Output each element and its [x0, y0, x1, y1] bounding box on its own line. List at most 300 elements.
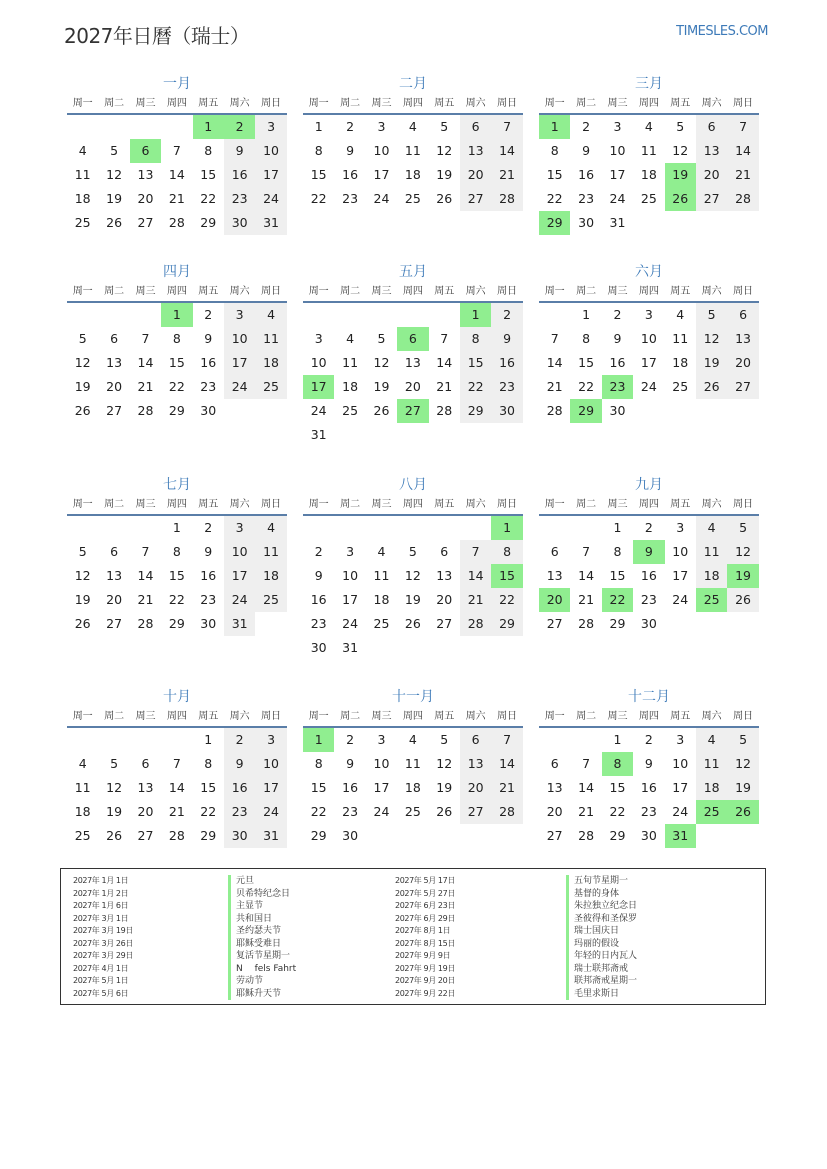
day-cell: 21 [578, 592, 595, 607]
day-cell: 19 [373, 379, 390, 394]
day-grid [303, 516, 523, 660]
day-cell: 4 [377, 544, 386, 559]
day-cell: 11 [373, 568, 390, 583]
month-calendar [539, 476, 759, 636]
holiday-date: 2027年 4月 1日 [73, 963, 129, 973]
day-cell: 25 [342, 403, 359, 418]
day-cell: 12 [404, 568, 421, 583]
day-cell: 15 [168, 568, 185, 583]
day-cell: 15 [609, 568, 626, 583]
month-title: 三月 [635, 76, 663, 92]
day-cell: 7 [141, 331, 150, 346]
weekday-label: 周二 [340, 499, 361, 510]
day-cell: 27 [460, 187, 491, 211]
day-cell: 27 [106, 403, 123, 418]
day-cell: 12 [373, 355, 390, 370]
day-cell: 10 [255, 752, 286, 776]
day-cell: 6 [440, 544, 449, 559]
day-cell: 18 [640, 167, 657, 182]
day-cell: 18 [342, 379, 359, 394]
day-cell: 23 [640, 804, 657, 819]
day-cell: 29 [609, 828, 626, 843]
day-cell: 19 [74, 592, 91, 607]
day-cell: 11 [404, 143, 421, 158]
day-cell: 8 [460, 327, 491, 351]
month-title: 五月 [399, 264, 427, 280]
empty-cell [161, 115, 192, 139]
day-cell: 8 [172, 331, 181, 346]
holiday-date: 2027年 6月 29日 [395, 913, 455, 923]
holiday-date: 2027年 9月 22日 [395, 988, 455, 998]
day-cell: 28 [578, 616, 595, 631]
day-cell: 4 [408, 119, 417, 134]
day-cell: 22 [168, 379, 185, 394]
day-cell: 19 [404, 592, 421, 607]
day-cell: 28 [578, 828, 595, 843]
day-cell: 27 [137, 828, 154, 843]
weekday-label: 周一 [544, 499, 565, 510]
day-cell: 23 [640, 592, 657, 607]
day-cell: 4 [78, 756, 87, 771]
holiday-date: 2027年 8月 15日 [395, 938, 455, 948]
holiday-day-cell: 1 [539, 115, 570, 139]
holiday-name: 瑞士国庆日 [566, 925, 746, 938]
day-cell: 18 [696, 776, 727, 800]
day-cell: 8 [550, 143, 559, 158]
day-cell: 8 [314, 756, 323, 771]
day-cell: 28 [168, 828, 185, 843]
weekday-header [303, 496, 523, 516]
day-cell: 5 [377, 331, 386, 346]
day-cell: 20 [404, 379, 421, 394]
weekday-label: 周二 [576, 98, 597, 109]
weekday-label: 周二 [340, 711, 361, 722]
day-cell: 23 [342, 804, 359, 819]
day-cell: 27 [546, 616, 563, 631]
holiday-date: 2027年 9月 9日 [395, 951, 451, 960]
day-cell: 18 [74, 804, 91, 819]
day-cell: 19 [74, 379, 91, 394]
weekday-label: 周日 [733, 499, 754, 510]
day-cell: 2 [346, 119, 355, 134]
day-cell: 14 [546, 355, 563, 370]
holiday-date: 2027年 1月 2日 [73, 888, 129, 898]
day-cell: 28 [137, 616, 154, 631]
holiday-day-cell: 23 [602, 375, 633, 399]
day-cell: 11 [404, 756, 421, 771]
day-cell: 21 [460, 588, 491, 612]
empty-cell [366, 516, 397, 540]
day-cell: 7 [491, 728, 522, 752]
day-cell: 15 [200, 167, 217, 182]
holiday-day-cell: 25 [696, 800, 727, 824]
day-cell: 31 [310, 427, 327, 442]
empty-cell [67, 303, 98, 327]
month-title: 六月 [635, 264, 663, 280]
day-cell: 23 [310, 616, 327, 631]
day-cell: 7 [582, 756, 591, 771]
weekday-label: 周日 [497, 98, 518, 109]
day-cell: 2 [491, 303, 522, 327]
holiday-day-cell: 1 [303, 728, 334, 752]
holiday-date: 2027年 1月 6日 [73, 901, 129, 910]
holiday-day-cell: 27 [397, 399, 428, 423]
day-cell: 13 [137, 780, 154, 795]
day-cell: 20 [546, 804, 563, 819]
holiday-name: 圣彼得和圣保罗 [566, 913, 746, 926]
day-cell: 20 [436, 592, 453, 607]
day-cell: 22 [200, 191, 217, 206]
weekday-label: 周六 [701, 98, 722, 109]
empty-cell [397, 516, 428, 540]
day-cell: 21 [727, 163, 758, 187]
day-cell: 19 [106, 804, 123, 819]
day-cell: 28 [168, 215, 185, 230]
holiday-day-cell: 29 [539, 211, 570, 235]
day-cell: 28 [460, 612, 491, 636]
day-cell: 24 [609, 191, 626, 206]
day-cell: 10 [373, 143, 390, 158]
day-cell: 22 [460, 375, 491, 399]
day-cell: 28 [137, 403, 154, 418]
day-cell: 7 [491, 115, 522, 139]
holiday-name: 联邦斋戒星期一 [566, 975, 746, 988]
day-cell: 16 [200, 355, 217, 370]
weekday-header [539, 496, 759, 516]
day-cell: 9 [204, 544, 213, 559]
day-cell: 3 [314, 331, 323, 346]
day-cell: 28 [436, 403, 453, 418]
day-cell: 11 [696, 752, 727, 776]
day-cell: 2 [644, 520, 653, 535]
day-cell: 6 [141, 756, 150, 771]
day-cell: 31 [255, 211, 286, 235]
day-cell: 5 [408, 544, 417, 559]
day-cell: 15 [310, 167, 327, 182]
empty-cell [539, 303, 570, 327]
day-grid [303, 303, 523, 447]
day-cell: 6 [550, 756, 559, 771]
holiday-date: 2027年 9月 20日 [395, 976, 455, 985]
day-cell: 1 [172, 520, 181, 535]
day-cell: 27 [727, 375, 758, 399]
day-cell: 4 [676, 307, 685, 322]
day-cell: 11 [255, 327, 286, 351]
day-cell: 27 [106, 616, 123, 631]
day-cell: 25 [640, 191, 657, 206]
month-calendar [303, 688, 523, 848]
day-cell: 29 [200, 215, 217, 230]
day-cell: 4 [408, 732, 417, 747]
day-grid [67, 728, 287, 848]
month-title: 十月 [163, 689, 191, 705]
empty-cell [539, 516, 570, 540]
day-cell: 14 [491, 139, 522, 163]
day-cell: 18 [255, 351, 286, 375]
month-title: 二月 [399, 76, 427, 92]
day-cell: 7 [141, 544, 150, 559]
day-cell: 19 [106, 191, 123, 206]
month-title: 一月 [163, 76, 191, 92]
day-cell: 21 [137, 379, 154, 394]
holiday-date: 2027年 8月 1日 [395, 926, 451, 935]
day-cell: 17 [255, 776, 286, 800]
holiday-name: 复活节星期一 [228, 950, 408, 963]
weekday-label: 周五 [198, 711, 219, 722]
day-cell: 12 [74, 355, 91, 370]
holiday-day-cell: 15 [491, 564, 522, 588]
day-cell: 12 [436, 756, 453, 771]
holiday-day-cell: 1 [193, 115, 224, 139]
day-cell: 11 [342, 355, 359, 370]
day-cell: 7 [172, 143, 181, 158]
month-calendar [539, 75, 759, 235]
holiday-day-cell: 19 [665, 163, 696, 187]
weekday-label: 周三 [607, 499, 628, 510]
month-calendar [67, 688, 287, 848]
day-cell: 3 [377, 732, 386, 747]
weekday-label: 周五 [670, 286, 691, 297]
weekday-label: 周四 [402, 711, 423, 722]
weekday-label: 周六 [229, 711, 250, 722]
day-cell: 14 [137, 568, 154, 583]
day-cell: 21 [546, 379, 563, 394]
weekday-label: 周三 [371, 98, 392, 109]
weekday-label: 周一 [308, 711, 329, 722]
day-cell: 24 [672, 804, 689, 819]
month-calendar [303, 263, 523, 447]
day-cell: 30 [224, 211, 255, 235]
day-cell: 9 [224, 139, 255, 163]
holiday-day-cell: 1 [491, 516, 522, 540]
day-grid [539, 303, 759, 423]
day-cell: 15 [578, 355, 595, 370]
day-cell: 22 [310, 804, 327, 819]
day-cell: 21 [168, 191, 185, 206]
day-cell: 28 [727, 187, 758, 211]
weekday-label: 周日 [497, 499, 518, 510]
holiday-day-cell: 29 [570, 399, 601, 423]
holiday-name: 圣约瑟夫节 [228, 925, 408, 938]
day-cell: 7 [582, 544, 591, 559]
day-grid [67, 115, 287, 235]
day-cell: 6 [550, 544, 559, 559]
day-cell: 11 [640, 143, 657, 158]
holiday-date: 2027年 3月 29日 [73, 951, 133, 960]
day-cell: 3 [644, 307, 653, 322]
weekday-header [303, 708, 523, 728]
day-cell: 26 [106, 828, 123, 843]
month-title: 四月 [163, 264, 191, 280]
day-cell: 4 [78, 143, 87, 158]
day-cell: 13 [460, 752, 491, 776]
holiday-day-cell: 25 [696, 588, 727, 612]
day-cell: 21 [491, 163, 522, 187]
day-cell: 12 [106, 780, 123, 795]
day-cell: 18 [696, 564, 727, 588]
day-cell: 11 [672, 331, 689, 346]
day-cell: 29 [168, 403, 185, 418]
day-cell: 12 [672, 143, 689, 158]
month-calendar [67, 263, 287, 423]
day-cell: 3 [255, 115, 286, 139]
month-calendar [539, 688, 759, 848]
day-cell: 22 [168, 592, 185, 607]
weekday-label: 周四 [402, 286, 423, 297]
weekday-label: 周一 [308, 286, 329, 297]
weekday-label: 周五 [670, 499, 691, 510]
weekday-label: 周五 [434, 711, 455, 722]
day-cell: 5 [440, 732, 449, 747]
empty-cell [67, 728, 98, 752]
day-cell: 2 [644, 732, 653, 747]
holiday-date: 2027年 3月 1日 [73, 913, 129, 923]
day-cell: 16 [491, 351, 522, 375]
day-cell: 4 [696, 516, 727, 540]
weekday-label: 周日 [261, 98, 282, 109]
day-cell: 25 [255, 588, 286, 612]
day-cell: 31 [224, 612, 255, 636]
day-cell: 30 [640, 616, 657, 631]
day-cell: 15 [546, 167, 563, 182]
empty-cell [130, 728, 161, 752]
weekday-label: 周三 [135, 286, 156, 297]
day-cell: 22 [200, 804, 217, 819]
holiday-list [60, 868, 766, 1005]
day-cell: 24 [342, 616, 359, 631]
day-cell: 4 [255, 303, 286, 327]
weekday-header [539, 283, 759, 303]
day-cell: 10 [255, 139, 286, 163]
day-cell: 30 [200, 616, 217, 631]
day-cell: 24 [373, 804, 390, 819]
day-cell: 5 [78, 331, 87, 346]
day-cell: 16 [310, 592, 327, 607]
weekday-label: 周日 [261, 286, 282, 297]
weekday-label: 周一 [544, 711, 565, 722]
holiday-day-cell: 9 [633, 540, 664, 564]
holiday-name: 耶稣升天节 [228, 988, 408, 1001]
holiday-day-cell: 8 [602, 752, 633, 776]
day-cell: 13 [460, 139, 491, 163]
day-cell: 10 [373, 756, 390, 771]
weekday-label: 周二 [104, 286, 125, 297]
site-logo[interactable]: TIMESLES.COM [676, 24, 768, 39]
day-cell: 6 [110, 331, 119, 346]
day-cell: 28 [546, 403, 563, 418]
day-cell: 3 [676, 520, 685, 535]
weekday-header [303, 283, 523, 303]
day-cell: 3 [224, 303, 255, 327]
empty-cell [98, 516, 129, 540]
day-cell: 16 [578, 167, 595, 182]
day-cell: 20 [106, 379, 123, 394]
day-grid [303, 728, 523, 848]
day-cell: 21 [436, 379, 453, 394]
weekday-label: 周六 [229, 98, 250, 109]
day-cell: 14 [727, 139, 758, 163]
weekday-label: 周二 [576, 286, 597, 297]
weekday-label: 周三 [607, 98, 628, 109]
day-cell: 5 [696, 303, 727, 327]
weekday-label: 周一 [72, 499, 93, 510]
holiday-date: 2027年 5月 1日 [73, 976, 129, 985]
day-cell: 22 [310, 191, 327, 206]
day-cell: 9 [224, 752, 255, 776]
day-cell: 9 [613, 331, 622, 346]
holiday-day-cell: 31 [665, 824, 696, 848]
month-title: 八月 [399, 477, 427, 493]
day-cell: 24 [255, 800, 286, 824]
day-cell: 22 [609, 804, 626, 819]
weekday-label: 周四 [638, 286, 659, 297]
day-grid [67, 303, 287, 423]
day-cell: 1 [582, 307, 591, 322]
day-cell: 8 [613, 544, 622, 559]
day-cell: 14 [578, 568, 595, 583]
day-cell: 30 [310, 640, 327, 655]
day-cell: 29 [609, 616, 626, 631]
day-cell: 5 [676, 119, 685, 134]
weekday-label: 周二 [340, 286, 361, 297]
holiday-name: 耶稣受难日 [228, 938, 408, 951]
weekday-label: 周五 [198, 499, 219, 510]
empty-cell [303, 303, 334, 327]
day-cell: 19 [696, 351, 727, 375]
weekday-label: 周五 [434, 499, 455, 510]
holiday-date: 2027年 5月 27日 [395, 888, 455, 898]
day-grid [539, 728, 759, 848]
weekday-label: 周三 [135, 98, 156, 109]
holiday-name: 毛里求斯日 [566, 988, 746, 1001]
day-cell: 15 [310, 780, 327, 795]
day-cell: 29 [491, 612, 522, 636]
day-cell: 9 [582, 143, 591, 158]
weekday-label: 周六 [701, 499, 722, 510]
day-cell: 11 [255, 540, 286, 564]
weekday-label: 周日 [261, 499, 282, 510]
empty-cell [334, 516, 365, 540]
holiday-day-cell: 17 [303, 375, 334, 399]
day-cell: 21 [578, 804, 595, 819]
page-title: 2027年日曆（瑞士） [64, 24, 250, 48]
weekday-label: 周四 [402, 98, 423, 109]
day-cell: 28 [491, 800, 522, 824]
empty-cell [460, 516, 491, 540]
day-cell: 11 [74, 167, 91, 182]
empty-cell [67, 516, 98, 540]
day-cell: 18 [373, 592, 390, 607]
day-cell: 1 [613, 732, 622, 747]
weekday-label: 周三 [607, 286, 628, 297]
day-cell: 3 [224, 516, 255, 540]
month-calendar [67, 476, 287, 636]
day-cell: 22 [491, 588, 522, 612]
weekday-label: 周日 [733, 711, 754, 722]
holiday-day-cell: 6 [397, 327, 428, 351]
holiday-day-cell: 26 [727, 800, 758, 824]
holiday-date: 2027年 6月 23日 [395, 901, 455, 910]
weekday-label: 周四 [638, 499, 659, 510]
day-cell: 19 [436, 167, 453, 182]
day-cell: 14 [168, 167, 185, 182]
month-calendar [539, 263, 759, 423]
holiday-date: 2027年 3月 19日 [73, 926, 133, 935]
weekday-label: 周五 [670, 98, 691, 109]
month-title: 十一月 [392, 689, 434, 705]
day-cell: 6 [696, 115, 727, 139]
weekday-label: 周三 [371, 286, 392, 297]
